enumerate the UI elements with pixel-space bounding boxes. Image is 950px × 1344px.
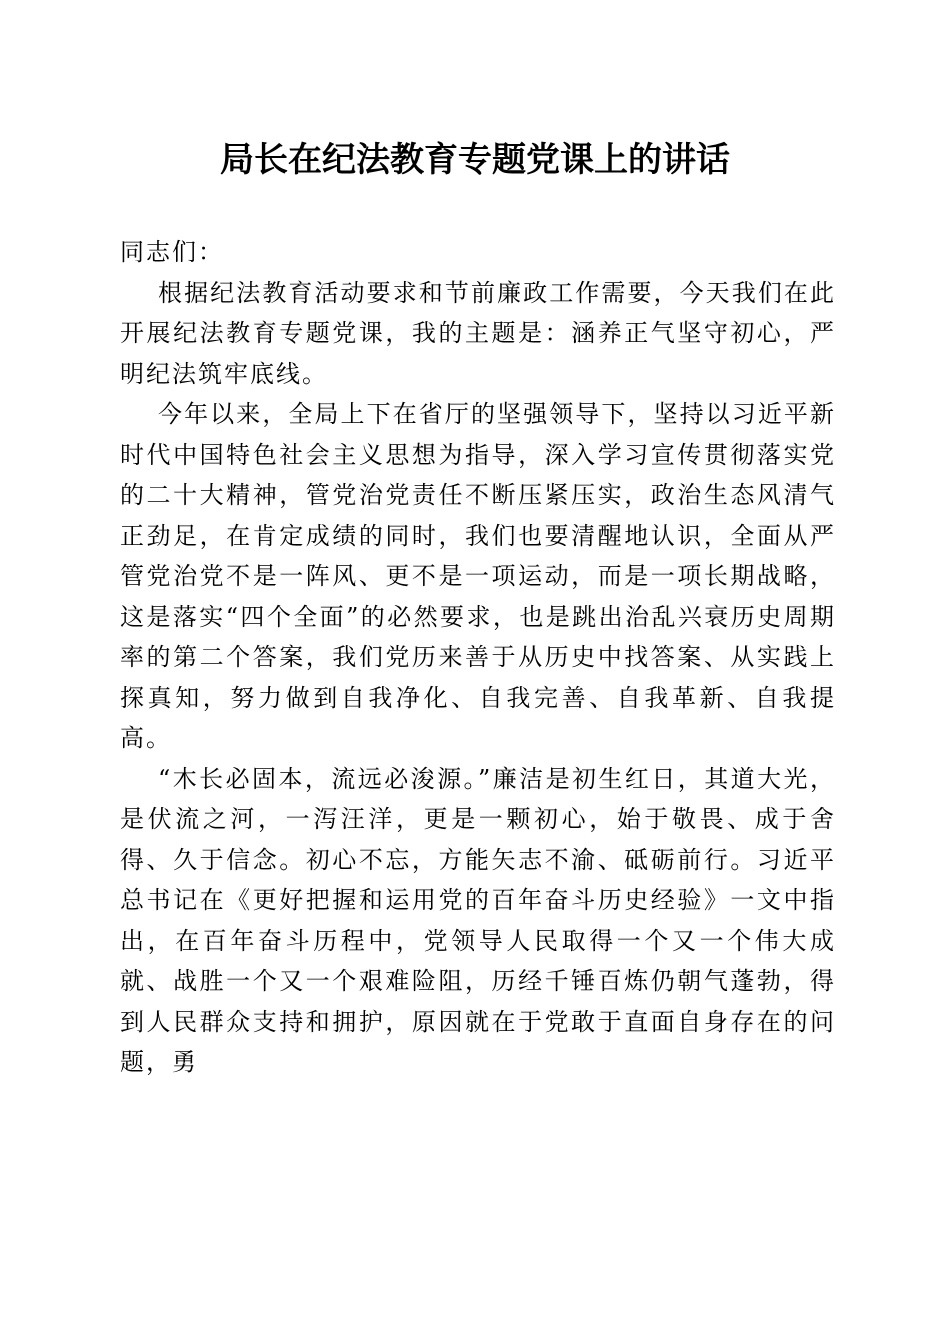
document-title: 局长在纪法教育专题党课上的讲话 xyxy=(220,140,730,180)
salutation: 同志们： xyxy=(120,238,224,266)
paragraph-2: 今年以来，全局上下在省厅的坚强领导下，坚持以习近平新时代中国特色社会主义思想为指导，深入学习宣传贯彻落实党的二十大精神，管党治党责任不断压紧压实，政治生态风清气正劲足，在肯定成绩的同时，我们也要清醒地认识，全面从严管党治党不是一阵风、更不是一项运动，而是一项长期战略，这是落实“四个全面”的必然要求，也是跳出治乱兴衰历史周期率的第二个答案，我们党历来善于从历史中找答案、从实践上探真知，努力做到自我净化、自我完善、自我革新、自我提高。 xyxy=(120,400,836,752)
paragraph-3: “木长必固本，流远必浚源。”廉洁是初生红日，其道大光，是伏流之河，一泻汪洋，更是一颗初心，始于敬畏、成于舍得、久于信念。初心不忘，方能矢志不渝、砥砺前行。习近平总书记在《更好把握和运用党的百年奋斗历史经验》一文中指出，在百年奋斗历程中，党领导人民取得一个又一个伟大成就、战胜一个又一个艰难险阻，历经千锤百炼仍朝气蓬勃，得到人民群众支持和拥护，原因就在于党敢于直面自身存在的问题，勇 xyxy=(120,764,836,1076)
paragraph-1: 根据纪法教育活动要求和节前廉政工作需要，今天我们在此开展纪法教育专题党课，我的主题是：涵养正气坚守初心，严明纪法筑牢底线。 xyxy=(120,278,836,388)
document-body xyxy=(120,232,836,1083)
